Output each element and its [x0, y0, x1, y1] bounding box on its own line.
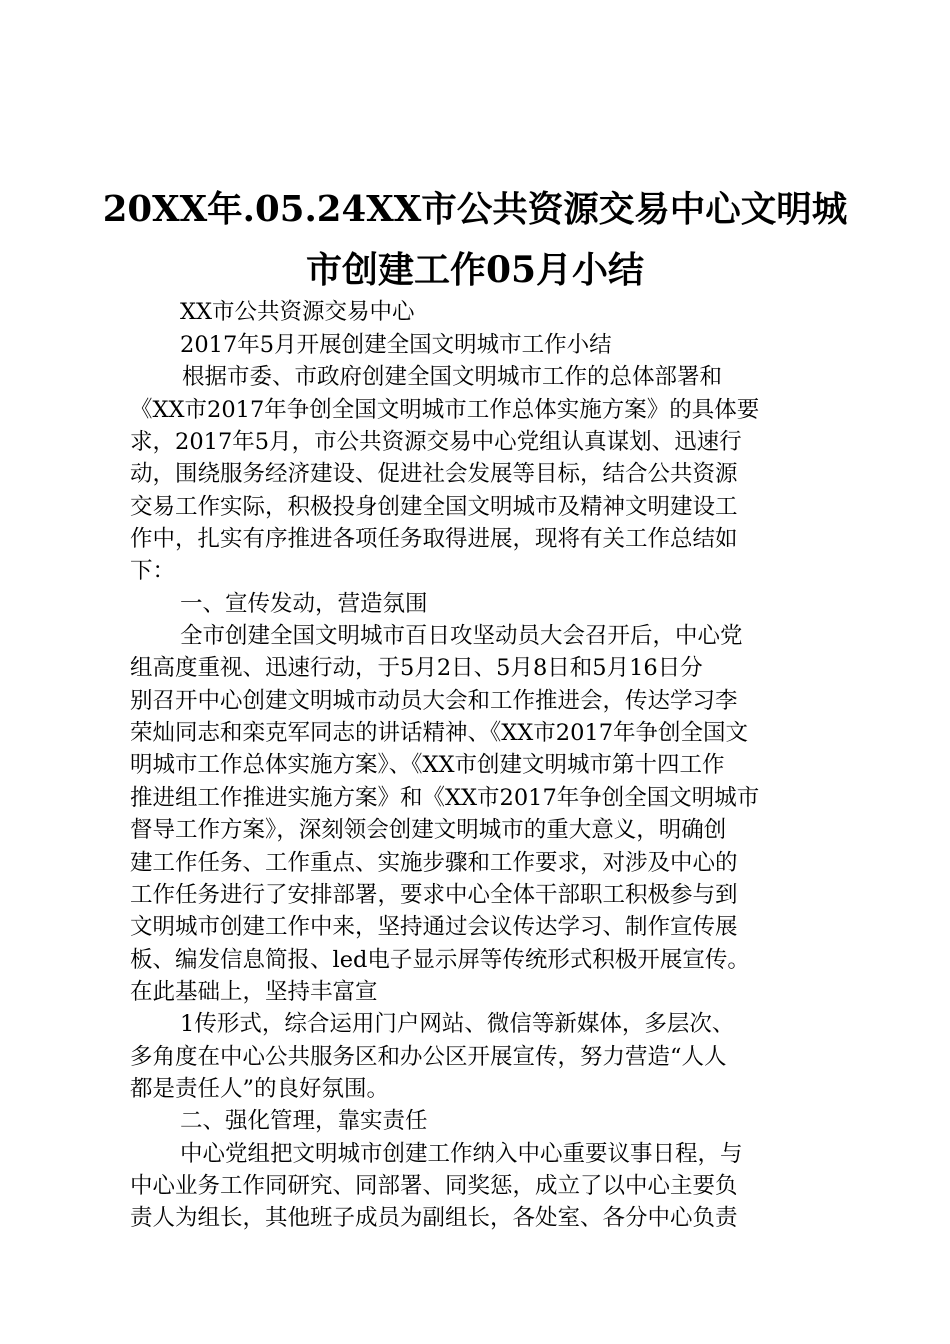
subtitle-line: 2017年5月开展创建全国文明城市工作小结: [180, 332, 612, 358]
paragraph-line: 荣灿同志和栾克军同志的讲话精神、《XX市2017年争创全国文: [130, 720, 749, 746]
paragraph-line: 责人为组长，其他班子成员为副组长，各处室、各分中心负责: [130, 1205, 738, 1231]
paragraph-line: 中心业务工作同研究、同部署、同奖惩，成立了以中心主要负: [130, 1173, 738, 1199]
org-name-line: XX市公共资源交易中心: [180, 299, 415, 325]
paragraph-line: 求，2017年5月，市公共资源交易中心党组认真谋划、迅速行: [130, 429, 742, 455]
paragraph-line: 作中，扎实有序推进各项任务取得进展，现将有关工作总结如: [130, 526, 738, 552]
paragraph-line: 文明城市创建工作中来，坚持通过会议传达学习、制作宣传展: [130, 914, 738, 940]
section-heading-2: 二、强化管理，靠实责任: [180, 1108, 428, 1134]
paragraph-line: 中心党组把文明城市创建工作纳入中心重要议事日程，与: [180, 1141, 743, 1167]
paragraph-line: 督导工作方案》，深刻领会创建文明城市的重大意义，明确创: [130, 817, 727, 843]
paragraph-line: 板、编发信息简报、led电子显示屏等传统形式积极开展宣传。: [130, 947, 750, 973]
paragraph-line: 交易工作实际，积极投身创建全国文明城市及精神文明建设工: [130, 494, 738, 520]
paragraph-line: 多角度在中心公共服务区和办公区开展宣传，努力营造“人人: [130, 1044, 727, 1070]
paragraph-line: 别召开中心创建文明城市动员大会和工作推进会，传达学习李: [130, 688, 738, 714]
paragraph-line: 都是责任人”的良好氛围。: [130, 1076, 390, 1102]
paragraph-line: 下：: [130, 558, 176, 584]
paragraph-line: 《XX市2017年争创全国文明城市工作总体实施方案》的具体要: [130, 397, 760, 423]
paragraph-line: 动，围绕服务经济建设、促进社会发展等目标，结合公共资源: [130, 461, 738, 487]
paragraph-line: 在此基础上，坚持丰富宣: [130, 979, 378, 1005]
paragraph-line: 建工作任务、工作重点、实施步骤和工作要求，对涉及中心的: [130, 850, 738, 876]
paragraph-line: 明城市工作总体实施方案》、《XX市创建文明城市第十四工作: [130, 752, 725, 778]
paragraph-line: 推进组工作推进实施方案》和《XX市2017年争创全国文明城市: [130, 785, 760, 811]
paragraph-line: 根据市委、市政府创建全国文明城市工作的总体部署和: [182, 364, 723, 390]
document-title-line-1: 20XX年.05.24XX市公共资源交易中心文明城: [102, 189, 848, 230]
section-heading-1: 一、宣传发动，营造氛围: [180, 591, 428, 617]
paragraph-line: 工作任务进行了安排部署，要求中心全体干部职工积极参与到: [130, 882, 738, 908]
document-title-line-2: 市创建工作05月小结: [305, 249, 645, 291]
paragraph-line: 1传形式，综合运用门户网站、微信等新媒体，多层次、: [180, 1011, 735, 1037]
paragraph-line: 全市创建全国文明城市百日攻坚动员大会召开后，中心党: [180, 623, 743, 649]
paragraph-line: 组高度重视、迅速行动，于5月2日、5月8日和5月16日分: [130, 655, 703, 681]
